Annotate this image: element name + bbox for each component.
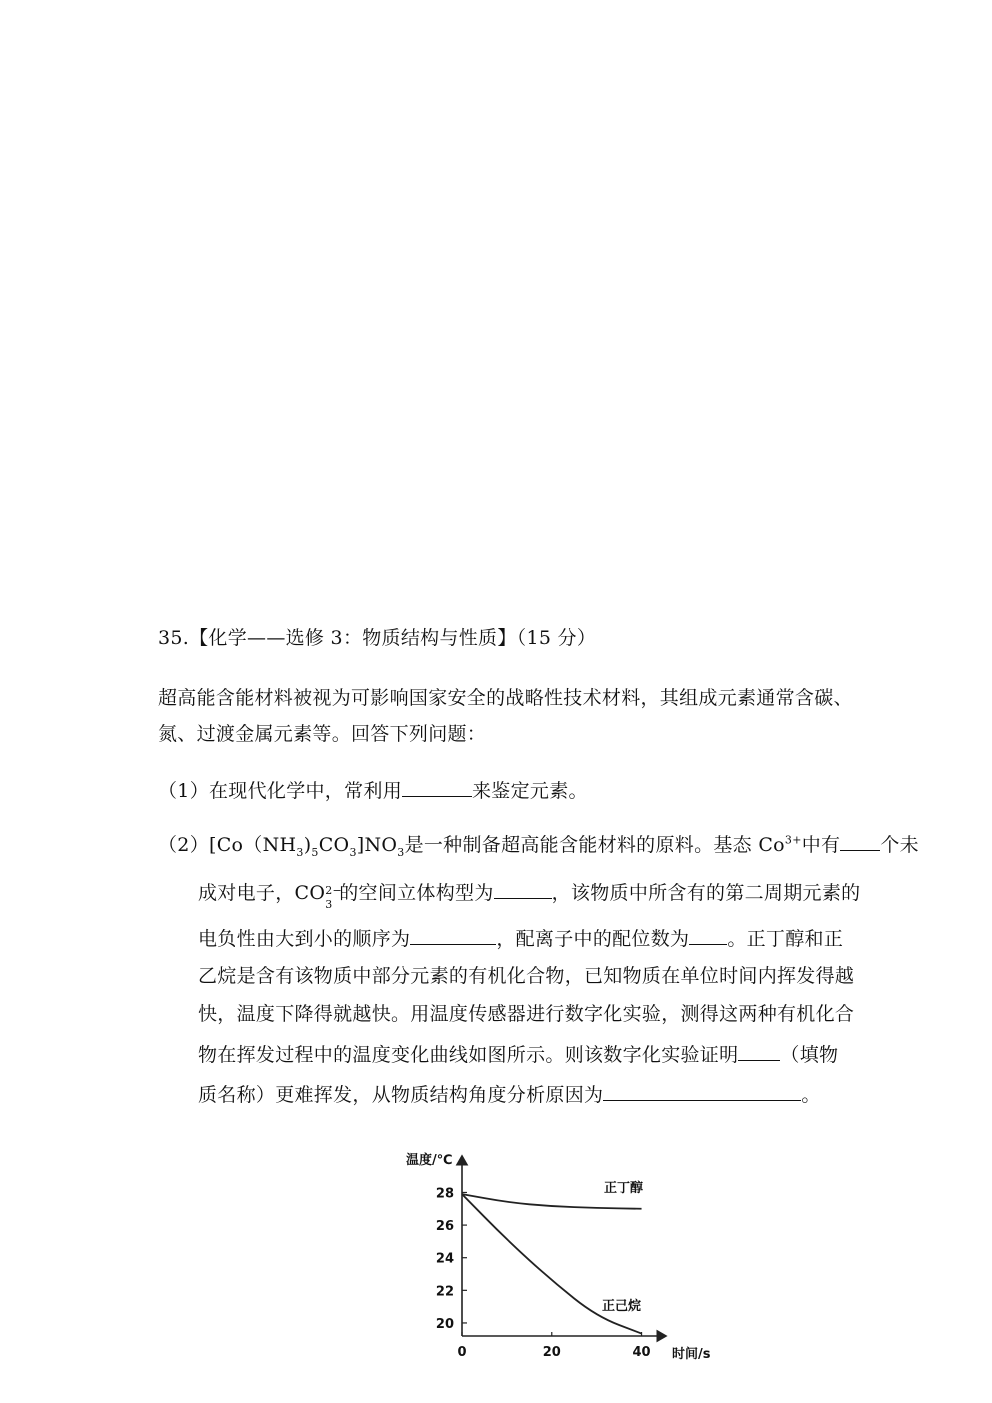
series-label-2: 正己烷 — [602, 1299, 642, 1314]
formula-part: ]NO — [356, 834, 398, 856]
part-2-text: 是一种制备超高能含能材料的原料。基态 Co — [404, 834, 785, 856]
part-2-line-6 — [198, 1042, 838, 1067]
answer-blank-6[interactable] — [738, 1042, 780, 1061]
x-tick-label: 40 — [632, 1345, 651, 1360]
series-line-1 — [462, 1194, 642, 1209]
part-2-line-1 — [158, 832, 919, 857]
ion-charge: 3+ — [784, 833, 802, 847]
temperature-chart — [396, 1148, 726, 1363]
formula-part: CO — [318, 834, 350, 856]
intro-line-1: 超高能含能材料被视为可影响国家安全的战略性技术材料，其组成元素通常含碳、 — [158, 687, 853, 709]
part-1 — [158, 778, 588, 803]
part-2-line-4: 乙烷是含有该物质中部分元素的有机化合物，已知物质在单位时间内挥发得越 — [198, 965, 855, 987]
part-2-line-7 — [198, 1082, 821, 1107]
part-2-text: 电负性由大到小的顺序为 — [198, 928, 411, 950]
part-1-suffix: 来鉴定元素。 — [472, 780, 588, 802]
part-2-text: 物在挥发过程中的温度变化曲线如图所示。则该数字化实验证明 — [198, 1044, 739, 1066]
part-2-text: ，该物质中所含有的第二周期元素的 — [551, 882, 861, 904]
x-axis-label: 时间/s — [672, 1347, 711, 1362]
answer-blank-7[interactable] — [603, 1082, 801, 1101]
part-2-line-2 — [198, 880, 861, 911]
carbonate-charge: 2− — [325, 884, 343, 897]
part-2-line-3 — [198, 926, 843, 951]
formula-sub: 3 — [349, 845, 357, 859]
formula-part: ) — [303, 834, 312, 856]
intro-line-2: 氮、过渡金属元素等。回答下列问题： — [158, 723, 487, 745]
formula-sub: 5 — [311, 845, 319, 859]
part-2-text: 。 — [801, 1084, 821, 1106]
formula-part: （2）[Co（NH — [158, 834, 297, 856]
carbonate-sub: 3 — [325, 898, 333, 911]
answer-blank-5[interactable] — [689, 926, 727, 945]
answer-blank-1[interactable] — [402, 778, 472, 797]
x-tick-label: 20 — [542, 1345, 561, 1360]
part-2-text: ，配离子中的配位数为 — [496, 928, 690, 950]
part-2-text: 质名称）更难挥发，从物质结构角度分析原因为 — [198, 1084, 604, 1106]
part-2-line-5: 快，温度下降得就越快。用温度传感器进行数字化实验，测得这两种有机化合 — [198, 1003, 855, 1025]
answer-blank-2[interactable] — [840, 832, 880, 851]
answer-blank-4[interactable] — [410, 926, 496, 945]
part-2-text: 的空间立体构型为 — [339, 882, 494, 904]
x-tick-label: 0 — [457, 1345, 467, 1360]
part-2-text: 个未 — [880, 834, 919, 856]
formula-sub: 3 — [296, 845, 304, 859]
y-axis-label: 温度/℃ — [406, 1153, 453, 1168]
y-tick-label: 20 — [435, 1316, 454, 1332]
part-1-prefix: （1）在现代化学中，常利用 — [158, 780, 402, 802]
y-tick-label: 28 — [435, 1186, 454, 1202]
answer-blank-3[interactable] — [494, 880, 552, 899]
carbonate-index — [325, 883, 343, 911]
part-2-text: 中有 — [801, 834, 841, 856]
series-label-1: 正丁醇 — [604, 1181, 644, 1196]
question-header: 35.【化学——选修 3：物质结构与性质】（15 分） — [158, 627, 597, 649]
part-2-text: （填物 — [780, 1044, 839, 1066]
part-2-text: 成对电子，CO — [198, 882, 326, 904]
formula-sub: 3 — [397, 845, 405, 859]
y-tick-label: 24 — [435, 1251, 454, 1267]
y-tick-label: 22 — [435, 1284, 454, 1300]
part-2-text: 。正丁醇和正 — [727, 928, 844, 950]
y-tick-label: 26 — [435, 1219, 454, 1235]
